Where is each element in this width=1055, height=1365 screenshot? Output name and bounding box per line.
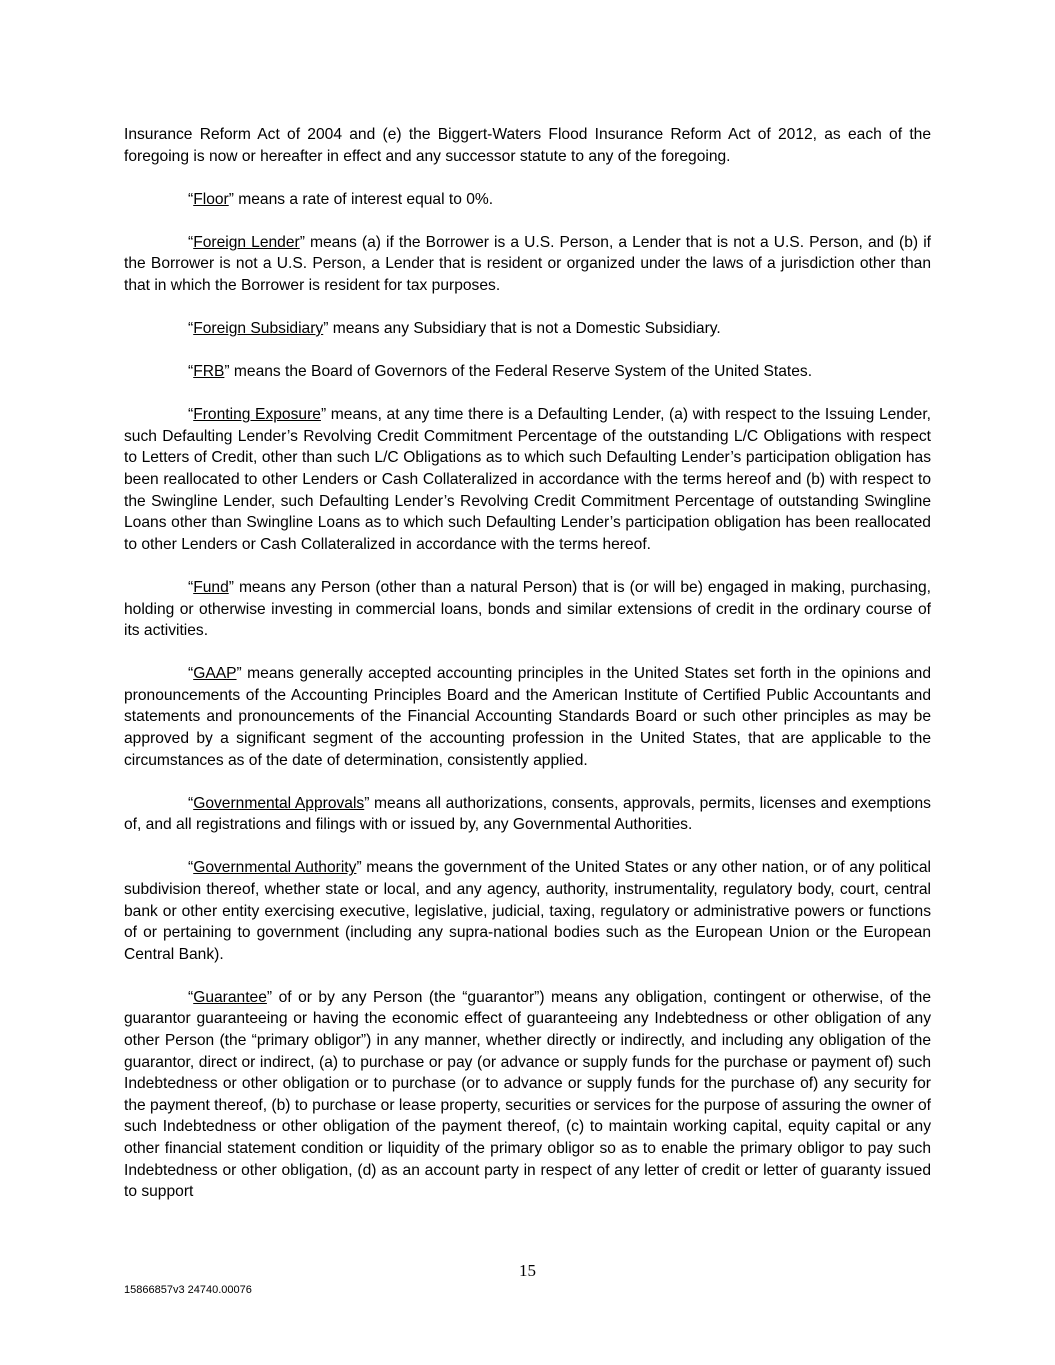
open-quote: “ [188, 665, 194, 683]
definition-text: ” means generally accepted accounting principles in the United States set forth in the opinions and pronouncements of the Accounting Principles Board and the American Institute of Certified Public Accountants and statements and pronouncements of the Financial Accounting Standards Board or such other principles as may be approved by a significant segment of the accounting profession in the United States, that are applicable to the circumstances as of the date of determination, consistently applied. [124, 665, 931, 769]
defined-term: GAAP [193, 665, 237, 683]
defined-term: Fund [193, 578, 229, 596]
definition-text: ” means any Person (other than a natural Person) that is (or will be) engaged in making, purchasing, holding or otherwise investing in commercial loans, bonds and similar extensions of credit in the ordinary course of its activities. [124, 578, 931, 640]
definition-paragraph [124, 232, 931, 297]
open-quote: “ [188, 988, 194, 1006]
defined-term: Floor [193, 190, 229, 208]
definition-text: Insurance Reform Act of 2004 and (e) the Biggert-Waters Flood Insurance Reform Act of 2012, as each of the foregoing is now or hereafter in effect and any successor statute to any of the foregoing. [124, 126, 931, 165]
open-quote: “ [188, 363, 194, 381]
definition-text: ” means, at any time there is a Defaulting Lender, (a) with respect to the Issuing Lender, such Defaulting Lender’s Revolving Credit Commitment Percentage of the outstanding L/C Obligations with respect to Letters of Credit, other than such L/C Obligations as to which such Defaulting Lender’s participation obligation has been reallocated to other Lenders or Cash Collateralized in accordance with the terms hereof and (b) with respect to the Swingline Lender, such Defaulting Lender’s Revolving Credit Commitment Percentage of outstanding Swingline Loans other than Swingline Loans as to which such Defaulting Lender’s participation obligation has been reallocated to other Lenders or Cash Collateralized in accordance with the terms hereof. [124, 406, 931, 553]
definition-text: ” means the Board of Governors of the Federal Reserve System of the United States. [224, 363, 813, 381]
document-id: 15866857v3 24740.00076 [124, 1284, 252, 1296]
definition-text: ” means all authorizations, consents, approvals, permits, licenses and exemptions of, and all registrations and filings with or issued by, any Governmental Authorities. [124, 794, 931, 834]
defined-term: Governmental Authority [193, 859, 357, 877]
definition-text: ” means a rate of interest equal to 0%. [228, 190, 494, 208]
open-quote: “ [188, 233, 194, 251]
definition-paragraph [124, 189, 931, 211]
open-quote: “ [188, 406, 194, 424]
definition-paragraph [124, 361, 931, 383]
defined-term: Fronting Exposure [193, 406, 321, 424]
open-quote: “ [188, 320, 194, 338]
definition-paragraph [124, 404, 931, 555]
definition-text: ” means (a) if the Borrower is a U.S. Person, a Lender that is not a U.S. Person, and (b) if the Borrower is not a U.S. Person, a Lender that is resident or organized under the laws of a jurisdiction other than that in which the Borrower is resident for tax purposes. [124, 233, 931, 294]
open-quote: “ [188, 794, 194, 812]
defined-term: Foreign Lender [193, 233, 300, 251]
definition-text: ” means the government of the United States or any other nation, or of any political subdivision thereof, whether state or local, and any agency, authority, instrumentality, regulatory body, court, central bank or other entity exercising executive, legislative, judicial, taxing, regulatory or administrative powers or functions of or pertaining to government (including any supra-national bodies such as the European Union or the European Central Bank). [124, 859, 931, 963]
open-quote: “ [188, 190, 194, 208]
definition-paragraph [124, 987, 931, 1203]
defined-term: FRB [193, 363, 225, 381]
definition-paragraph [124, 663, 931, 771]
document-body [124, 124, 931, 1224]
definition-paragraph [124, 318, 931, 340]
defined-term: Guarantee [193, 988, 267, 1006]
page-number: 15 [519, 1261, 536, 1280]
open-quote: “ [188, 578, 194, 596]
definition-paragraph [124, 577, 931, 642]
defined-term: Foreign Subsidiary [193, 320, 324, 338]
open-quote: “ [188, 859, 194, 877]
definition-paragraph [124, 857, 931, 965]
definition-paragraph [124, 124, 931, 167]
definition-text: ” means any Subsidiary that is not a Domestic Subsidiary. [323, 320, 721, 338]
definition-paragraph [124, 793, 931, 836]
defined-term: Governmental Approvals [193, 794, 365, 812]
definition-text: ” of or by any Person (the “guarantor”) means any obligation, contingent or otherwise, of the guarantor guaranteeing or having the economic effect of guaranteeing any Indebtedness or other obligation of any other Person (the “primary obligor”) in any manner, whether directly or indirectly, and including any obligation of the guarantor, direct or indirect, (a) to purchase or pay (or advance or supply funds for the purchase or payment of) such Indebtedness or other obligation or to purchase (or to advance or supply funds for the purchase of) any security for the payment thereof, (b) to purchase or lease property, securities or services for the purpose of assuring the owner of such Indebtedness or other obligation of the payment thereof, (c) to maintain working capital, equity capital or any other financial statement condition or liquidity of the primary obligor so as to enable the primary obligor to pay such Indebtedness or other obligation, (d) as an account party in respect of any letter of credit or letter of guaranty issued to support [124, 988, 931, 1201]
